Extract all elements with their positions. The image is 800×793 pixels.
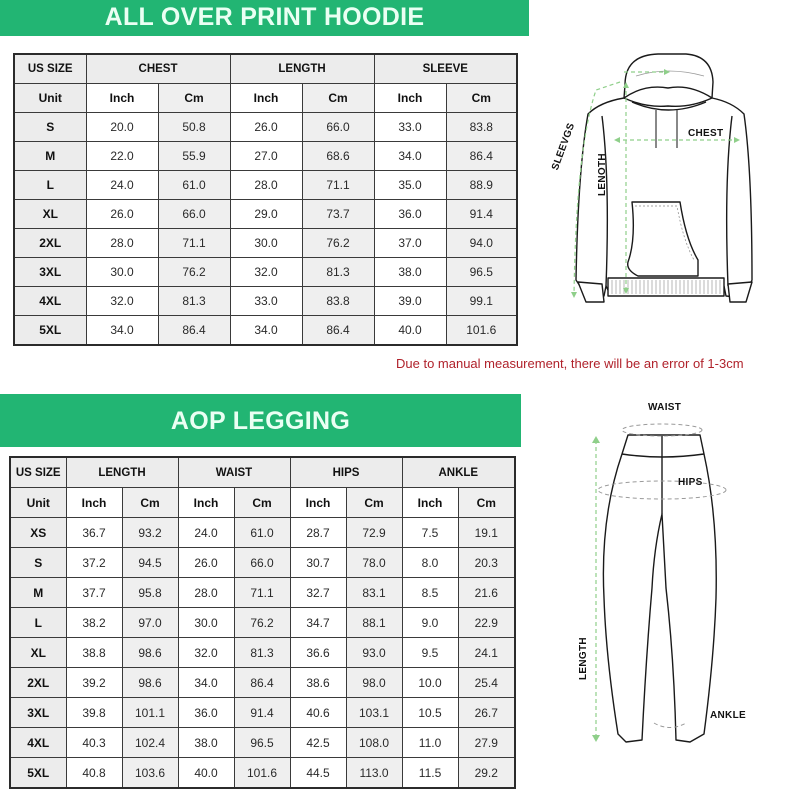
inch-value-cell: 34.0 (230, 316, 302, 346)
unit-label-cell: Unit (14, 84, 86, 113)
table-row (14, 200, 517, 229)
header-cell-length: LENGTH (230, 54, 374, 84)
cm-value-cell: 71.1 (158, 229, 230, 258)
size-cell: 5XL (14, 316, 86, 346)
unit-inch-cell: Inch (178, 488, 234, 518)
size-cell: M (10, 578, 66, 608)
unit-cm-cell: Cm (302, 84, 374, 113)
inch-value-cell: 22.0 (86, 142, 158, 171)
header-cell-size: US SIZE (10, 457, 66, 488)
inch-value-cell: 28.7 (290, 518, 346, 548)
unit-cm-cell: Cm (446, 84, 517, 113)
cm-value-cell: 29.2 (458, 758, 515, 789)
inch-value-cell: 24.0 (178, 518, 234, 548)
chest-label: CHEST (688, 128, 724, 139)
legging-table-body (10, 457, 515, 518)
waist-label: WAIST (648, 402, 682, 413)
cm-value-cell: 71.1 (234, 578, 290, 608)
size-cell: XL (14, 200, 86, 229)
cm-value-cell: 81.3 (158, 287, 230, 316)
inch-value-cell: 36.0 (374, 200, 446, 229)
cm-value-cell: 66.0 (302, 113, 374, 142)
inch-value-cell: 37.0 (374, 229, 446, 258)
unit-cm-cell: Cm (346, 488, 402, 518)
inch-value-cell: 30.0 (230, 229, 302, 258)
cm-value-cell: 98.0 (346, 668, 402, 698)
header-cell-length: LENGTH (66, 457, 178, 488)
hoodie-size-table (13, 53, 518, 346)
size-cell: L (10, 608, 66, 638)
inch-value-cell: 34.0 (374, 142, 446, 171)
cm-value-cell: 73.7 (302, 200, 374, 229)
cm-value-cell: 97.0 (122, 608, 178, 638)
unit-inch-cell: Inch (230, 84, 302, 113)
size-cell: XL (10, 638, 66, 668)
size-cell: S (10, 548, 66, 578)
size-cell: 4XL (14, 287, 86, 316)
inch-value-cell: 10.5 (402, 698, 458, 728)
hoodie-diagram (540, 40, 800, 320)
table-row (10, 548, 515, 578)
cm-value-cell: 21.6 (458, 578, 515, 608)
table-row (10, 698, 515, 728)
table-row (10, 728, 515, 758)
cm-value-cell: 20.3 (458, 548, 515, 578)
unit-cm-cell: Cm (122, 488, 178, 518)
hoodie-outline-icon (540, 40, 800, 320)
cm-value-cell: 86.4 (234, 668, 290, 698)
size-cell: 5XL (10, 758, 66, 789)
size-cell: M (14, 142, 86, 171)
hoodie-title-banner: ALL OVER PRINT HOODIE (0, 0, 529, 36)
cm-value-cell: 103.1 (346, 698, 402, 728)
header-cell-chest: CHEST (86, 54, 230, 84)
inch-value-cell: 28.0 (178, 578, 234, 608)
table-row (14, 142, 517, 171)
size-cell: XS (10, 518, 66, 548)
inch-value-cell: 32.0 (86, 287, 158, 316)
table-row (14, 113, 517, 142)
inch-value-cell: 38.0 (178, 728, 234, 758)
table-row (10, 608, 515, 638)
inch-value-cell: 30.0 (86, 258, 158, 287)
legging-data-rows (10, 518, 515, 789)
unit-cm-cell: Cm (158, 84, 230, 113)
cm-value-cell: 81.3 (234, 638, 290, 668)
cm-value-cell: 72.9 (346, 518, 402, 548)
inch-value-cell: 32.0 (230, 258, 302, 287)
cm-value-cell: 93.2 (122, 518, 178, 548)
table-row (10, 758, 515, 789)
cm-value-cell: 93.0 (346, 638, 402, 668)
inch-value-cell: 28.0 (230, 171, 302, 200)
inch-value-cell: 20.0 (86, 113, 158, 142)
inch-value-cell: 39.2 (66, 668, 122, 698)
cm-value-cell: 81.3 (302, 258, 374, 287)
size-cell: 3XL (10, 698, 66, 728)
cm-value-cell: 55.9 (158, 142, 230, 171)
inch-value-cell: 24.0 (86, 171, 158, 200)
size-cell: 2XL (14, 229, 86, 258)
inch-value-cell: 40.0 (178, 758, 234, 789)
inch-value-cell: 9.0 (402, 608, 458, 638)
inch-value-cell: 42.5 (290, 728, 346, 758)
legging-size-table (9, 456, 516, 789)
size-cell: 2XL (10, 668, 66, 698)
inch-value-cell: 44.5 (290, 758, 346, 789)
cm-value-cell: 25.4 (458, 668, 515, 698)
cm-value-cell: 61.0 (158, 171, 230, 200)
unit-inch-cell: Inch (66, 488, 122, 518)
inch-value-cell: 9.5 (402, 638, 458, 668)
inch-value-cell: 8.0 (402, 548, 458, 578)
cm-value-cell: 98.6 (122, 638, 178, 668)
inch-value-cell: 40.3 (66, 728, 122, 758)
inch-value-cell: 26.0 (86, 200, 158, 229)
table-row (10, 518, 515, 548)
cm-value-cell: 66.0 (158, 200, 230, 229)
inch-value-cell: 7.5 (402, 518, 458, 548)
table-row (10, 668, 515, 698)
cm-value-cell: 88.1 (346, 608, 402, 638)
inch-value-cell: 35.0 (374, 171, 446, 200)
cm-value-cell: 86.4 (446, 142, 517, 171)
cm-value-cell: 50.8 (158, 113, 230, 142)
unit-cm-cell: Cm (234, 488, 290, 518)
cm-value-cell: 88.9 (446, 171, 517, 200)
inch-value-cell: 40.8 (66, 758, 122, 789)
inch-value-cell: 30.0 (178, 608, 234, 638)
inch-value-cell: 37.7 (66, 578, 122, 608)
legging-outline-icon (570, 398, 800, 788)
inch-value-cell: 36.7 (66, 518, 122, 548)
cm-value-cell: 68.6 (302, 142, 374, 171)
inch-value-cell: 39.0 (374, 287, 446, 316)
cm-value-cell: 103.6 (122, 758, 178, 789)
inch-value-cell: 37.2 (66, 548, 122, 578)
cm-value-cell: 113.0 (346, 758, 402, 789)
cm-value-cell: 71.1 (302, 171, 374, 200)
cm-value-cell: 83.8 (446, 113, 517, 142)
inch-value-cell: 40.6 (290, 698, 346, 728)
inch-value-cell: 34.0 (178, 668, 234, 698)
table-unit-row (10, 488, 515, 518)
cm-value-cell: 86.4 (302, 316, 374, 346)
legging-title-banner: AOP LEGGING (0, 394, 521, 447)
table-row (14, 229, 517, 258)
table-header-row (10, 457, 515, 488)
cm-value-cell: 95.8 (122, 578, 178, 608)
length-label: LENOTH (597, 153, 608, 196)
inch-value-cell: 32.0 (178, 638, 234, 668)
cm-value-cell: 76.2 (302, 229, 374, 258)
cm-value-cell: 61.0 (234, 518, 290, 548)
inch-value-cell: 36.0 (178, 698, 234, 728)
inch-value-cell: 39.8 (66, 698, 122, 728)
cm-value-cell: 83.1 (346, 578, 402, 608)
sleeve-label: SLEEVGS (550, 121, 578, 172)
unit-cm-cell: Cm (458, 488, 515, 518)
cm-value-cell: 19.1 (458, 518, 515, 548)
length-label: LENGTH (578, 637, 589, 680)
inch-value-cell: 26.0 (230, 113, 302, 142)
hips-label: HIPS (678, 477, 703, 488)
cm-value-cell: 76.2 (234, 608, 290, 638)
size-cell: S (14, 113, 86, 142)
inch-value-cell: 11.0 (402, 728, 458, 758)
cm-value-cell: 78.0 (346, 548, 402, 578)
table-row (14, 287, 517, 316)
cm-value-cell: 24.1 (458, 638, 515, 668)
inch-value-cell: 32.7 (290, 578, 346, 608)
inch-value-cell: 33.0 (230, 287, 302, 316)
cm-value-cell: 94.5 (122, 548, 178, 578)
size-cell: 4XL (10, 728, 66, 758)
cm-value-cell: 94.0 (446, 229, 517, 258)
inch-value-cell: 36.6 (290, 638, 346, 668)
cm-value-cell: 91.4 (234, 698, 290, 728)
cm-value-cell: 83.8 (302, 287, 374, 316)
inch-value-cell: 40.0 (374, 316, 446, 346)
cm-value-cell: 96.5 (234, 728, 290, 758)
table-unit-row (14, 84, 517, 113)
inch-value-cell: 33.0 (374, 113, 446, 142)
cm-value-cell: 98.6 (122, 668, 178, 698)
cm-value-cell: 76.2 (158, 258, 230, 287)
cm-value-cell: 66.0 (234, 548, 290, 578)
unit-label-cell: Unit (10, 488, 66, 518)
cm-value-cell: 27.9 (458, 728, 515, 758)
table-row (10, 578, 515, 608)
unit-inch-cell: Inch (86, 84, 158, 113)
inch-value-cell: 38.8 (66, 638, 122, 668)
cm-value-cell: 99.1 (446, 287, 517, 316)
hoodie-data-rows (14, 113, 517, 346)
cm-value-cell: 108.0 (346, 728, 402, 758)
inch-value-cell: 27.0 (230, 142, 302, 171)
inch-value-cell: 34.0 (86, 316, 158, 346)
inch-value-cell: 30.7 (290, 548, 346, 578)
header-cell-sleeve: SLEEVE (374, 54, 517, 84)
cm-value-cell: 22.9 (458, 608, 515, 638)
ankle-label: ANKLE (710, 710, 746, 721)
inch-value-cell: 26.0 (178, 548, 234, 578)
inch-value-cell: 38.0 (374, 258, 446, 287)
size-cell: 3XL (14, 258, 86, 287)
cm-value-cell: 86.4 (158, 316, 230, 346)
unit-inch-cell: Inch (290, 488, 346, 518)
inch-value-cell: 11.5 (402, 758, 458, 789)
hoodie-table-body (14, 54, 517, 113)
header-cell-ankle: ANKLE (402, 457, 515, 488)
inch-value-cell: 29.0 (230, 200, 302, 229)
inch-value-cell: 38.2 (66, 608, 122, 638)
unit-inch-cell: Inch (402, 488, 458, 518)
table-row (10, 638, 515, 668)
cm-value-cell: 101.1 (122, 698, 178, 728)
cm-value-cell: 102.4 (122, 728, 178, 758)
header-cell-hips: HIPS (290, 457, 402, 488)
inch-value-cell: 38.6 (290, 668, 346, 698)
size-cell: L (14, 171, 86, 200)
header-cell-size: US SIZE (14, 54, 86, 84)
header-cell-waist: WAIST (178, 457, 290, 488)
unit-inch-cell: Inch (374, 84, 446, 113)
inch-value-cell: 10.0 (402, 668, 458, 698)
table-row (14, 258, 517, 287)
measurement-error-note: Due to manual measurement, there will be an error of 1-3cm (396, 356, 744, 371)
cm-value-cell: 101.6 (234, 758, 290, 789)
cm-value-cell: 96.5 (446, 258, 517, 287)
inch-value-cell: 28.0 (86, 229, 158, 258)
table-header-row (14, 54, 517, 84)
legging-diagram (570, 398, 800, 788)
table-row (14, 316, 517, 346)
cm-value-cell: 26.7 (458, 698, 515, 728)
cm-value-cell: 91.4 (446, 200, 517, 229)
inch-value-cell: 8.5 (402, 578, 458, 608)
inch-value-cell: 34.7 (290, 608, 346, 638)
cm-value-cell: 101.6 (446, 316, 517, 346)
table-row (14, 171, 517, 200)
